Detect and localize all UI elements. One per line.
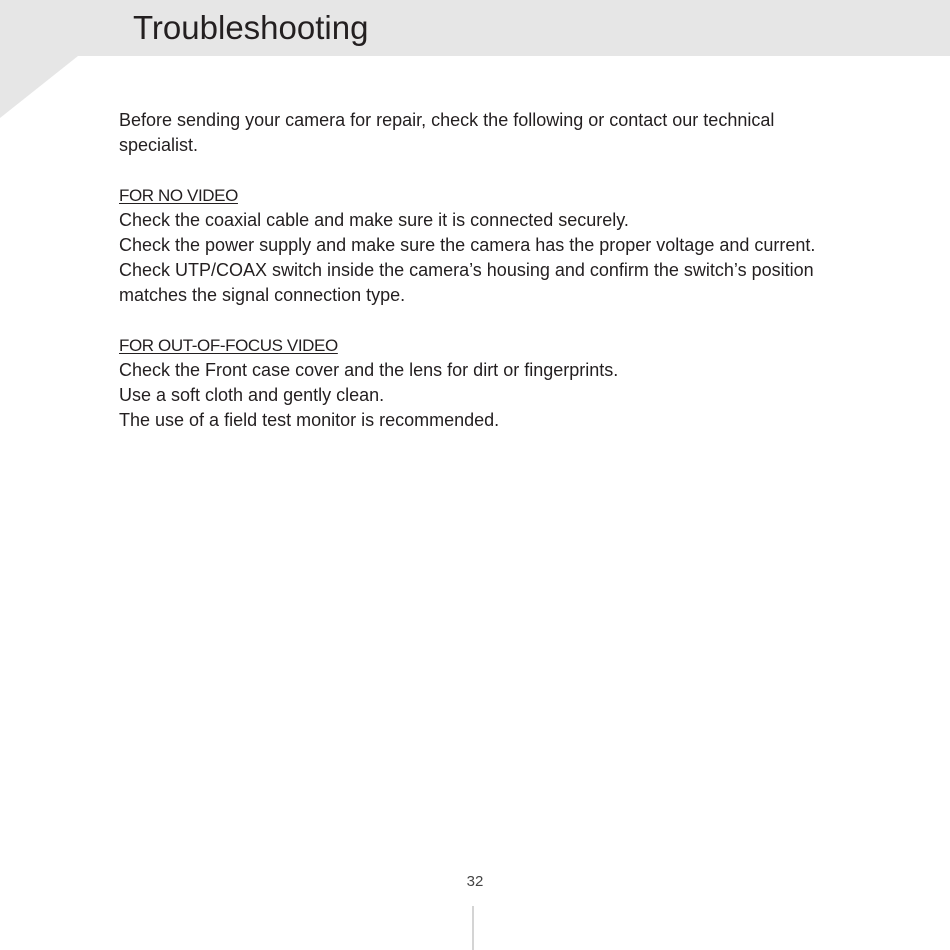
section-line: The use of a field test monitor is recommended.	[119, 410, 500, 430]
section-heading: FOR OUT-OF-FOCUS VIDEO	[119, 336, 338, 355]
intro-paragraph: Before sending your camera for repair, check the following or contact our technical specialist.	[119, 110, 775, 155]
corner-flap-decoration	[0, 56, 78, 118]
section-line: Check the power supply and make sure the camera has the proper voltage and current. Check UTP/COAX switch inside the camera’s housing and confirm the switch’s position matches the signal connection type.	[119, 235, 816, 305]
section-line: Check the coaxial cable and make sure it is connected securely.	[119, 210, 629, 230]
page-title: Troubleshooting	[133, 9, 369, 46]
section-line: Use a soft cloth and gently clean.	[119, 385, 385, 405]
section-no-video	[119, 183, 829, 308]
page-number: 32	[466, 873, 484, 890]
section-line: Check the Front case cover and the lens for dirt or fingerprints.	[119, 360, 619, 380]
footer-divider	[472, 906, 474, 950]
section-out-of-focus-video	[119, 333, 829, 433]
page-content	[119, 108, 829, 433]
section-heading: FOR NO VIDEO	[119, 186, 238, 205]
